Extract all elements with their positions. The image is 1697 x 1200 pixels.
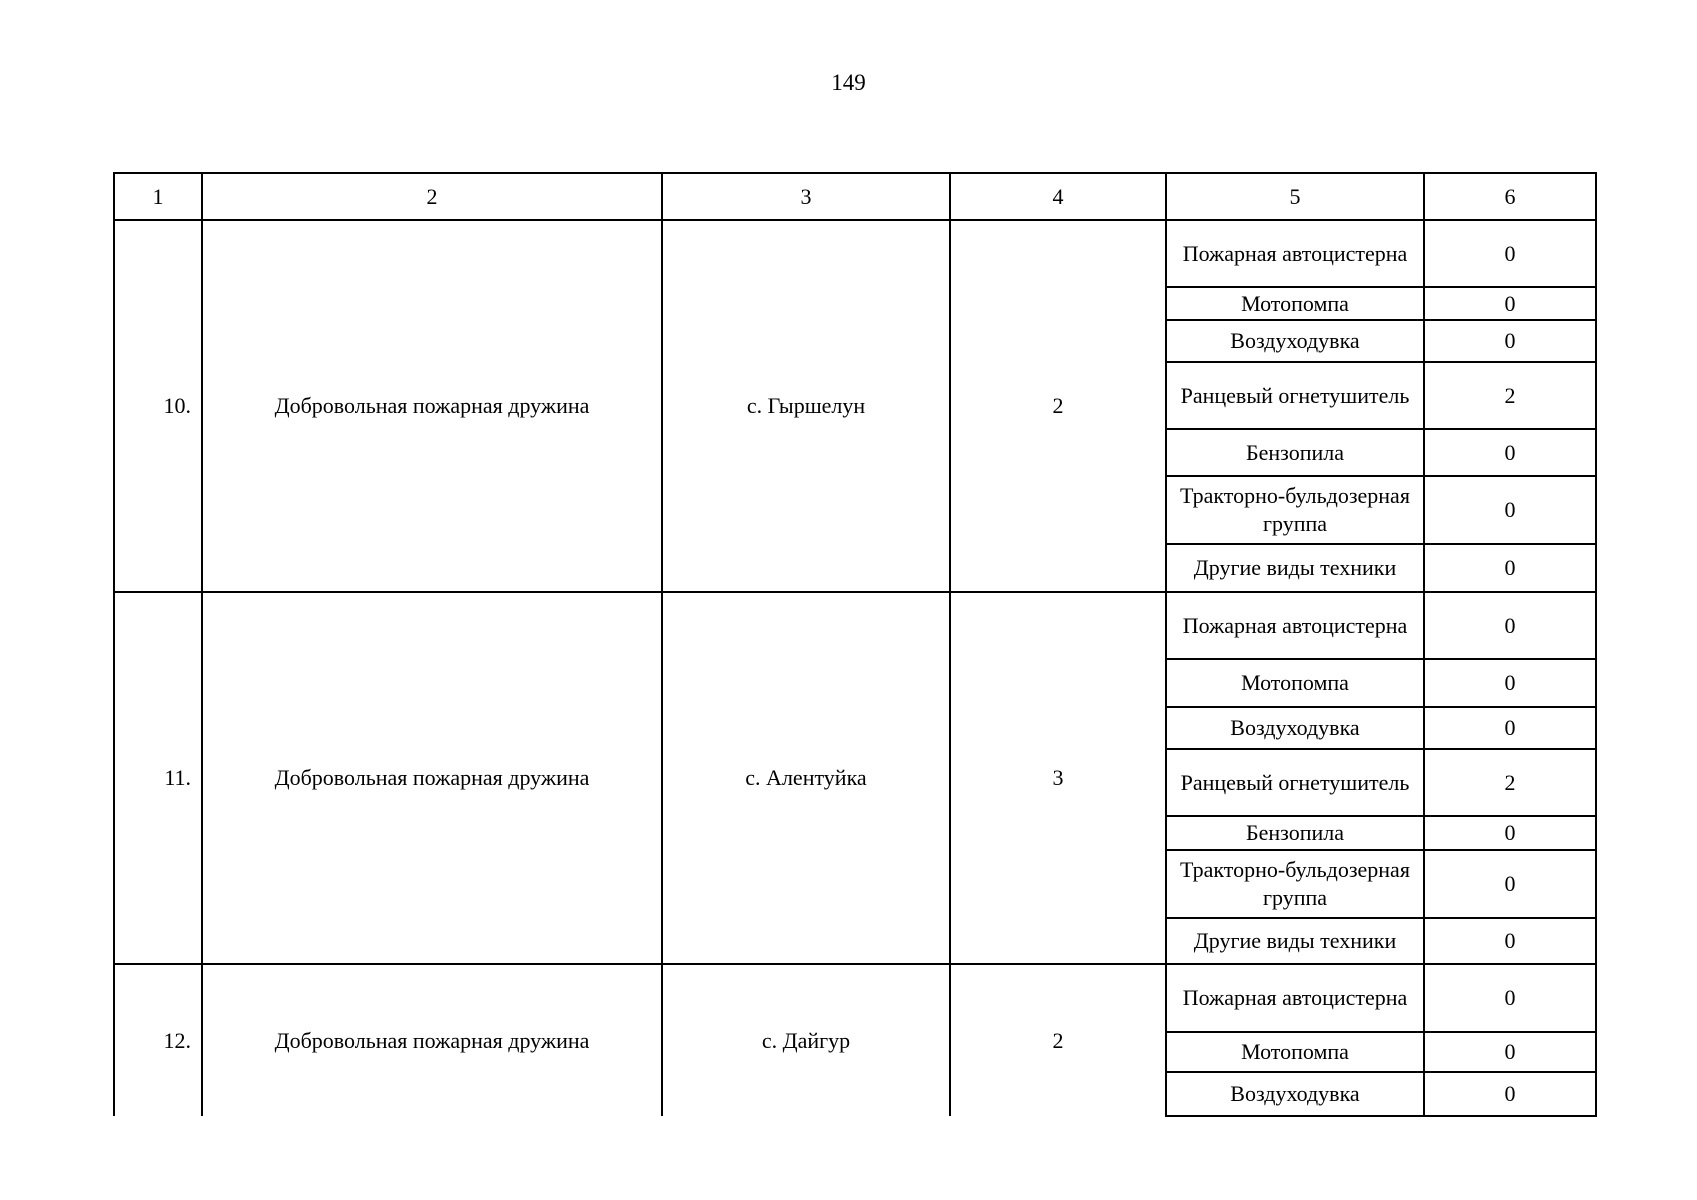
people-count: 2 bbox=[950, 220, 1166, 592]
column-number: 1 bbox=[114, 173, 202, 220]
equipment-count: 0 bbox=[1424, 1032, 1596, 1072]
column-number: 4 bbox=[950, 173, 1166, 220]
settlement: с. Дайгур bbox=[662, 964, 950, 1116]
equipment-count: 2 bbox=[1424, 362, 1596, 429]
equipment-count: 0 bbox=[1424, 707, 1596, 749]
settlement: с. Алентуйка bbox=[662, 592, 950, 964]
equipment-count: 2 bbox=[1424, 749, 1596, 816]
equipment-count: 0 bbox=[1424, 918, 1596, 964]
equipment-count: 0 bbox=[1424, 287, 1596, 320]
equipment-type: Ранцевый огнетушитель bbox=[1166, 749, 1424, 816]
equipment-count: 0 bbox=[1424, 429, 1596, 476]
column-number: 6 bbox=[1424, 173, 1596, 220]
organization-name: Добровольная пожарная дружина bbox=[202, 220, 662, 592]
equipment-type: Мотопомпа bbox=[1166, 659, 1424, 707]
settlement: с. Гыршелун bbox=[662, 220, 950, 592]
equipment-type: Другие виды техники bbox=[1166, 544, 1424, 592]
table-row bbox=[114, 592, 1596, 659]
people-count: 2 bbox=[950, 964, 1166, 1116]
column-number: 5 bbox=[1166, 173, 1424, 220]
table-row bbox=[114, 964, 1596, 1032]
equipment-type: Бензопила bbox=[1166, 429, 1424, 476]
equipment-count: 0 bbox=[1424, 220, 1596, 287]
row-number: 10. bbox=[114, 220, 202, 592]
equipment-type: Воздуходувка bbox=[1166, 320, 1424, 362]
equipment-count: 0 bbox=[1424, 659, 1596, 707]
equipment-type: Воздуходувка bbox=[1166, 1072, 1424, 1116]
equipment-count: 0 bbox=[1424, 1072, 1596, 1116]
people-count: 3 bbox=[950, 592, 1166, 964]
equipment-type: Тракторно-бульдозерная группа bbox=[1166, 850, 1424, 918]
row-number: 11. bbox=[114, 592, 202, 964]
equipment-type: Бензопила bbox=[1166, 816, 1424, 850]
equipment-type: Ранцевый огнетушитель bbox=[1166, 362, 1424, 429]
equipment-count: 0 bbox=[1424, 964, 1596, 1032]
equipment-count: 0 bbox=[1424, 476, 1596, 544]
organization-name: Добровольная пожарная дружина bbox=[202, 964, 662, 1116]
equipment-count: 0 bbox=[1424, 544, 1596, 592]
column-number: 3 bbox=[662, 173, 950, 220]
equipment-type: Пожарная автоцистерна bbox=[1166, 592, 1424, 659]
equipment-type: Другие виды техники bbox=[1166, 918, 1424, 964]
equipment-type: Мотопомпа bbox=[1166, 287, 1424, 320]
equipment-type: Тракторно-бульдозерная группа bbox=[1166, 476, 1424, 544]
equipment-count: 0 bbox=[1424, 592, 1596, 659]
equipment-table bbox=[113, 172, 1597, 1117]
table-row bbox=[114, 220, 1596, 287]
equipment-type: Пожарная автоцистерна bbox=[1166, 964, 1424, 1032]
equipment-count: 0 bbox=[1424, 816, 1596, 850]
page-number: 149 bbox=[831, 70, 866, 95]
row-number: 12. bbox=[114, 964, 202, 1116]
column-number: 2 bbox=[202, 173, 662, 220]
organization-name: Добровольная пожарная дружина bbox=[202, 592, 662, 964]
equipment-count: 0 bbox=[1424, 850, 1596, 918]
equipment-type: Пожарная автоцистерна bbox=[1166, 220, 1424, 287]
equipment-count: 0 bbox=[1424, 320, 1596, 362]
column-number-row bbox=[114, 173, 1596, 220]
equipment-type: Мотопомпа bbox=[1166, 1032, 1424, 1072]
equipment-type: Воздуходувка bbox=[1166, 707, 1424, 749]
